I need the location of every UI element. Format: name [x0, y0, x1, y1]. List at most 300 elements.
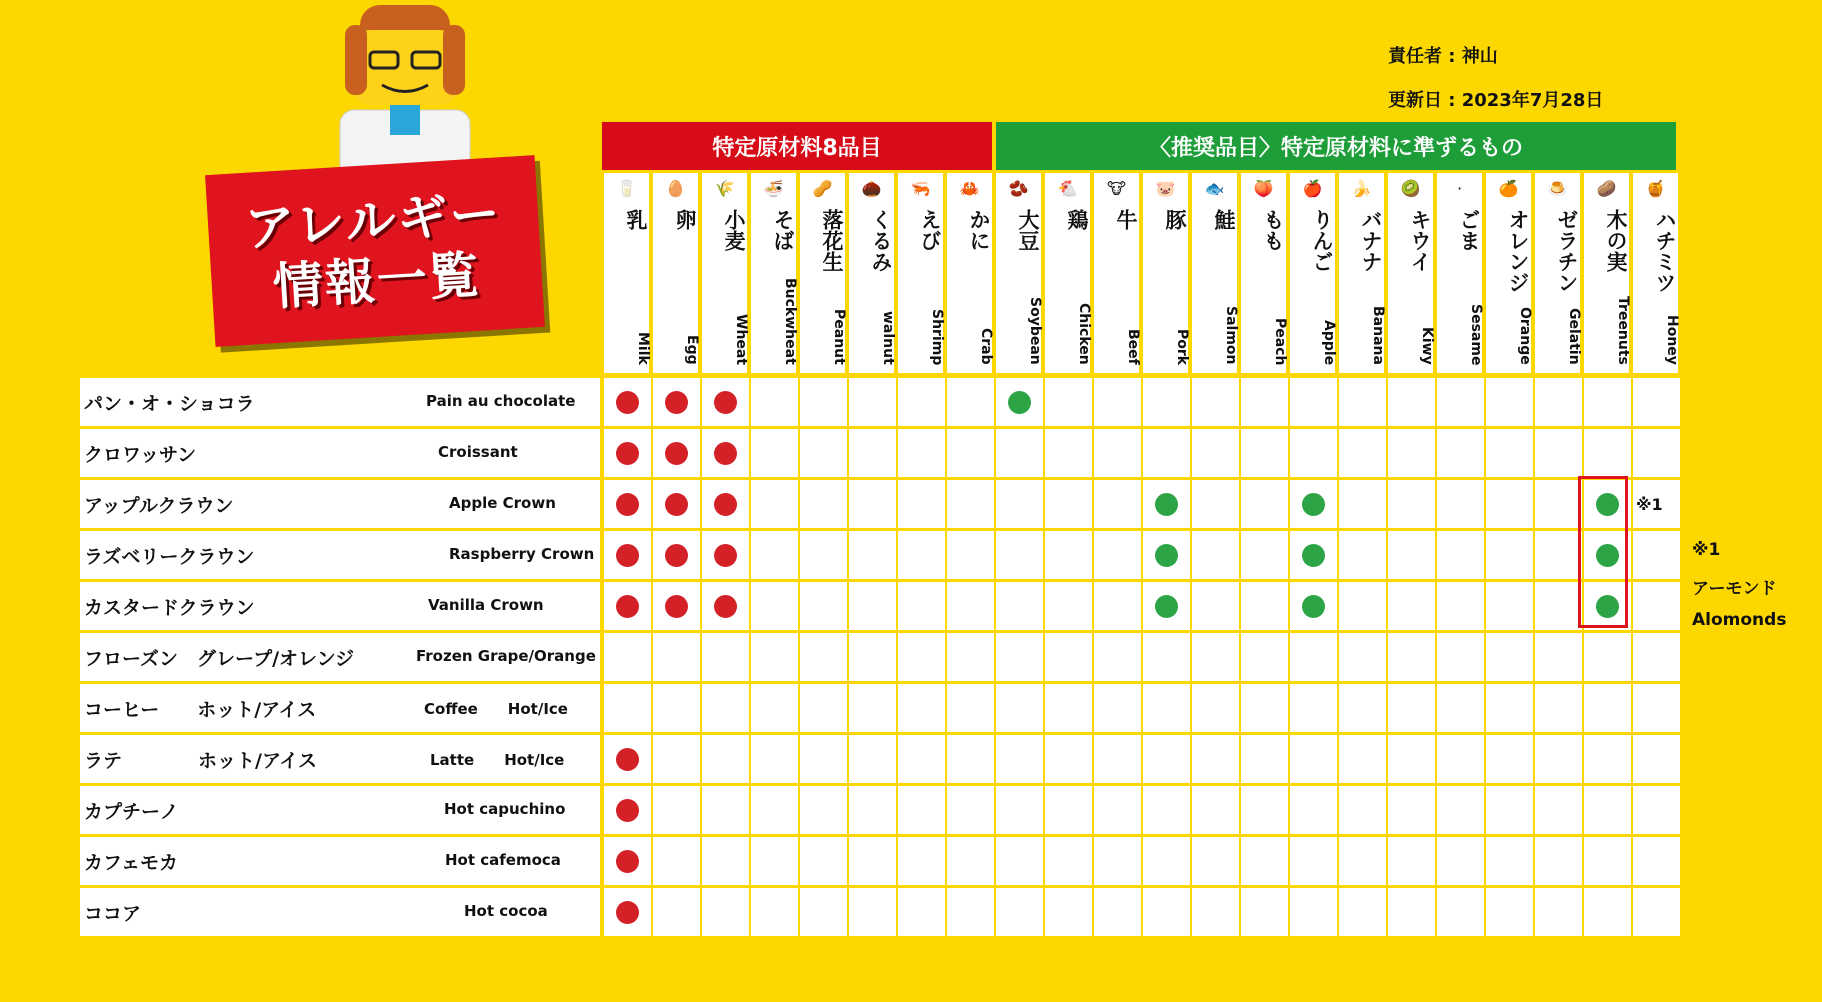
- cell-peanut: [800, 888, 847, 936]
- cell-crab: [947, 378, 994, 426]
- cell-peanut: [800, 633, 847, 681]
- cell-wheat: [702, 582, 749, 630]
- cell-shrimp: [898, 735, 945, 783]
- allergen-header-soybean: [994, 173, 1041, 373]
- cell-peach: [1241, 378, 1288, 426]
- update-date: 更新日 : 2023年7月28日: [1388, 90, 1604, 111]
- cell-treenuts: [1584, 378, 1631, 426]
- product-name-jp: ラズベリークラウン: [84, 546, 255, 568]
- mandatory-allergen-dot: [616, 850, 639, 873]
- crab-icon: 🦀: [959, 179, 980, 198]
- cell-soybean: [996, 684, 1043, 732]
- cell-egg: [653, 684, 700, 732]
- allergen-name-en: Wheat: [733, 313, 749, 365]
- cell-banana: [1339, 378, 1386, 426]
- cell-walnut: [849, 888, 896, 936]
- cell-chicken: [1045, 735, 1092, 783]
- cell-sesame: [1437, 480, 1484, 528]
- cell-pork: [1143, 633, 1190, 681]
- cell-chicken: [1045, 837, 1092, 885]
- cell-buckwheat: [751, 735, 798, 783]
- cell-beef: [1094, 633, 1141, 681]
- footnote-en: Alomonds: [1692, 610, 1787, 630]
- cell-kiwy: [1388, 786, 1435, 834]
- footnote-label: ※1: [1692, 540, 1721, 560]
- table-row: [80, 582, 1676, 630]
- cell-salmon: [1192, 684, 1239, 732]
- cell-salmon: [1192, 633, 1239, 681]
- recommended-allergen-dot: [1155, 544, 1178, 567]
- product-name-cell: [80, 633, 600, 681]
- cell-pork: [1143, 786, 1190, 834]
- product-name-cell: [80, 378, 600, 426]
- cell-salmon: [1192, 888, 1239, 936]
- cell-sesame: [1437, 888, 1484, 936]
- cell-honey: [1633, 786, 1680, 834]
- allergen-header-apple: [1288, 173, 1335, 373]
- product-name-en: Raspberry Crown: [449, 545, 595, 563]
- allergen-name-en: Banana: [1370, 306, 1386, 365]
- cell-walnut: [849, 429, 896, 477]
- cell-peanut: [800, 684, 847, 732]
- recommended-allergens-header: 〈推奨品目〉特定原材料に準ずるもの: [996, 122, 1676, 170]
- cell-orange: [1486, 786, 1533, 834]
- allergen-name-en: Honey: [1664, 315, 1680, 365]
- egg-icon: 🥚: [665, 179, 686, 198]
- cell-chicken: [1045, 531, 1092, 579]
- cell-beef: [1094, 888, 1141, 936]
- fish-icon: 🐟: [1204, 179, 1225, 198]
- cell-wheat: [702, 480, 749, 528]
- cell-sesame: [1437, 684, 1484, 732]
- product-name-en: Vanilla Crown: [428, 596, 544, 614]
- cell-salmon: [1192, 837, 1239, 885]
- allergen-header-walnut: [847, 173, 894, 373]
- cell-apple: [1290, 633, 1337, 681]
- table-row: [80, 837, 1676, 885]
- cell-peach: [1241, 837, 1288, 885]
- cell-banana: [1339, 429, 1386, 477]
- cell-gelatin: [1535, 480, 1582, 528]
- cell-crab: [947, 837, 994, 885]
- cell-honey: [1633, 837, 1680, 885]
- mandatory-allergen-dot: [714, 391, 737, 414]
- cell-chicken: [1045, 429, 1092, 477]
- cell-treenuts: [1584, 837, 1631, 885]
- product-name-jp: クロワッサン: [84, 444, 197, 466]
- cell-apple: [1290, 735, 1337, 783]
- cell-crab: [947, 582, 994, 630]
- allergen-name-jp: 牛: [1114, 209, 1138, 230]
- cell-banana: [1339, 837, 1386, 885]
- product-name-jp: パン・オ・ショコラ: [84, 393, 255, 415]
- cell-beef: [1094, 480, 1141, 528]
- allergen-name-jp: ハチミツ: [1653, 209, 1677, 293]
- mandatory-allergen-dot: [616, 442, 639, 465]
- allergen-name-en: Orange: [1517, 307, 1533, 365]
- cell-gelatin: [1535, 888, 1582, 936]
- allergen-name-en: Treenuts: [1615, 296, 1631, 365]
- cell-pork: [1143, 480, 1190, 528]
- cell-soybean: [996, 735, 1043, 783]
- cell-orange: [1486, 429, 1533, 477]
- cell-buckwheat: [751, 633, 798, 681]
- allergen-name-en: Shrimp: [929, 308, 945, 365]
- cell-kiwy: [1388, 480, 1435, 528]
- cell-honey: [1633, 429, 1680, 477]
- cell-kiwy: [1388, 531, 1435, 579]
- cell-chicken: [1045, 633, 1092, 681]
- buckwheat-icon: 🍜: [763, 179, 784, 198]
- cell-pork: [1143, 684, 1190, 732]
- orange-icon: 🍊: [1498, 179, 1519, 198]
- recommended-allergen-dot: [1302, 544, 1325, 567]
- cell-soybean: [996, 786, 1043, 834]
- cell-banana: [1339, 786, 1386, 834]
- cell-pork: [1143, 582, 1190, 630]
- cell-walnut: [849, 378, 896, 426]
- cell-banana: [1339, 735, 1386, 783]
- cell-salmon: [1192, 582, 1239, 630]
- cell-wheat: [702, 786, 749, 834]
- cell-chicken: [1045, 480, 1092, 528]
- mandatory-allergen-dot: [665, 442, 688, 465]
- cell-honey: [1633, 633, 1680, 681]
- cell-beef: [1094, 684, 1141, 732]
- cell-wheat: [702, 735, 749, 783]
- product-name-en: Hot cafemoca: [445, 851, 561, 869]
- cell-crab: [947, 888, 994, 936]
- cell-soybean: [996, 837, 1043, 885]
- cell-wheat: [702, 684, 749, 732]
- cell-wheat: [702, 429, 749, 477]
- cell-peach: [1241, 633, 1288, 681]
- cell-egg: [653, 633, 700, 681]
- allergen-name-jp: オレンジ: [1506, 209, 1530, 293]
- cell-milk: [604, 633, 651, 681]
- cell-walnut: [849, 633, 896, 681]
- cell-banana: [1339, 480, 1386, 528]
- allergen-header-egg: [651, 173, 698, 373]
- cell-treenuts: [1584, 888, 1631, 936]
- allergen-name-en: Kiwy: [1419, 327, 1435, 365]
- cell-peanut: [800, 429, 847, 477]
- cell-treenuts: [1584, 735, 1631, 783]
- allergen-name-en: Egg: [684, 335, 700, 365]
- cell-apple: [1290, 582, 1337, 630]
- cell-crab: [947, 786, 994, 834]
- cell-buckwheat: [751, 480, 798, 528]
- apple-icon: 🍎: [1302, 179, 1323, 198]
- cell-milk: [604, 684, 651, 732]
- product-name-jp: ラテ ホット/アイス: [84, 750, 318, 772]
- cell-soybean: [996, 531, 1043, 579]
- cell-beef: [1094, 786, 1141, 834]
- cell-soybean: [996, 582, 1043, 630]
- allergen-header-beef: [1092, 173, 1139, 373]
- cell-peach: [1241, 888, 1288, 936]
- cell-pork: [1143, 735, 1190, 783]
- allergen-name-jp: えび: [918, 209, 942, 251]
- cell-pork: [1143, 378, 1190, 426]
- cell-orange: [1486, 633, 1533, 681]
- cell-walnut: [849, 582, 896, 630]
- allergen-header-shrimp: [896, 173, 943, 373]
- cell-honey: [1633, 531, 1680, 579]
- allergen-name-jp: 鮭: [1212, 209, 1236, 230]
- table-row: [80, 378, 1676, 426]
- cell-salmon: [1192, 378, 1239, 426]
- cell-egg: [653, 735, 700, 783]
- cell-chicken: [1045, 684, 1092, 732]
- allergen-name-jp: キウイ: [1408, 209, 1432, 272]
- allergen-header-peanut: [798, 173, 845, 373]
- cell-milk: [604, 837, 651, 885]
- cell-egg: [653, 429, 700, 477]
- cell-gelatin: [1535, 684, 1582, 732]
- milk-bottle-icon: 🥛: [616, 179, 637, 198]
- cell-chicken: [1045, 888, 1092, 936]
- allergen-name-jp: ゼラチン: [1555, 209, 1579, 293]
- cell-crab: [947, 735, 994, 783]
- cell-salmon: [1192, 531, 1239, 579]
- cell-shrimp: [898, 531, 945, 579]
- cell-sesame: [1437, 378, 1484, 426]
- cell-orange: [1486, 888, 1533, 936]
- allergen-name-jp: 落花生: [820, 209, 844, 272]
- cell-pork: [1143, 531, 1190, 579]
- allergen-header-orange: [1484, 173, 1531, 373]
- product-name-en: Hot cocoa: [464, 902, 548, 920]
- cell-soybean: [996, 429, 1043, 477]
- cell-shrimp: [898, 582, 945, 630]
- cell-chicken: [1045, 786, 1092, 834]
- allergen-name-en: Buckwheat: [782, 278, 798, 365]
- mandatory-allergen-dot: [665, 544, 688, 567]
- cell-soybean: [996, 633, 1043, 681]
- cell-egg: [653, 888, 700, 936]
- cell-orange: [1486, 582, 1533, 630]
- pig-icon: 🐷: [1155, 179, 1176, 198]
- recommended-allergen-dot: [1155, 595, 1178, 618]
- allergen-header-banana: [1337, 173, 1384, 373]
- mandatory-allergen-dot: [616, 595, 639, 618]
- product-name-cell: [80, 429, 600, 477]
- mandatory-allergen-dot: [665, 493, 688, 516]
- recommended-allergen-dot: [1302, 493, 1325, 516]
- cell-beef: [1094, 735, 1141, 783]
- allergen-header-gelatin: [1533, 173, 1580, 373]
- cell-apple: [1290, 837, 1337, 885]
- cell-apple: [1290, 531, 1337, 579]
- mandatory-allergen-dot: [616, 391, 639, 414]
- cell-gelatin: [1535, 378, 1582, 426]
- chicken-icon: 🐔: [1057, 179, 1078, 198]
- allergen-name-en: Sesame: [1468, 303, 1484, 365]
- honey-pot-icon: 🍯: [1645, 179, 1666, 198]
- cell-wheat: [702, 837, 749, 885]
- cell-beef: [1094, 378, 1141, 426]
- cell-banana: [1339, 684, 1386, 732]
- banana-icon: 🍌: [1351, 179, 1372, 198]
- allergen-name-jp: くるみ: [869, 209, 893, 272]
- allergen-name-jp: 小麦: [722, 209, 746, 251]
- cell-crab: [947, 531, 994, 579]
- product-name-cell: [80, 684, 600, 732]
- footnote-jp: アーモンド: [1692, 579, 1777, 599]
- cell-egg: [653, 837, 700, 885]
- kiwi-icon: 🥝: [1400, 179, 1421, 198]
- allergen-name-en: Pork: [1174, 328, 1190, 365]
- product-name-cell: [80, 786, 600, 834]
- allergen-name-jp: バナナ: [1359, 209, 1383, 272]
- cell-peanut: [800, 480, 847, 528]
- cell-peach: [1241, 429, 1288, 477]
- soybean-icon: 🫘: [1008, 179, 1029, 198]
- cell-crab: [947, 684, 994, 732]
- cell-apple: [1290, 684, 1337, 732]
- allergen-header-chicken: [1043, 173, 1090, 373]
- table-row: [80, 531, 1676, 579]
- allergen-header-wheat: [700, 173, 747, 373]
- cell-milk: [604, 786, 651, 834]
- cell-chicken: [1045, 378, 1092, 426]
- cell-banana: [1339, 888, 1386, 936]
- cell-apple: [1290, 786, 1337, 834]
- cell-egg: [653, 582, 700, 630]
- shrimp-icon: 🦐: [910, 179, 931, 198]
- cell-apple: [1290, 429, 1337, 477]
- allergen-name-en: Gelatin: [1566, 308, 1582, 365]
- cell-buckwheat: [751, 429, 798, 477]
- product-name-cell: [80, 531, 600, 579]
- cell-peanut: [800, 837, 847, 885]
- cell-soybean: [996, 480, 1043, 528]
- doctor-minifigure-illustration: [290, 0, 520, 175]
- mandatory-allergen-dot: [714, 493, 737, 516]
- product-name-cell: [80, 480, 600, 528]
- cell-orange: [1486, 684, 1533, 732]
- cell-salmon: [1192, 735, 1239, 783]
- allergen-header-milk: [602, 173, 649, 373]
- cell-honey: [1633, 684, 1680, 732]
- allergen-name-jp: 大豆: [1016, 209, 1040, 251]
- allergen-name-jp: 乳: [624, 209, 648, 230]
- cell-shrimp: [898, 888, 945, 936]
- allergen-name-en: walnut: [880, 311, 896, 365]
- cell-milk: [604, 429, 651, 477]
- allergen-name-jp: 木の実: [1604, 209, 1628, 272]
- cell-orange: [1486, 480, 1533, 528]
- cell-beef: [1094, 531, 1141, 579]
- mandatory-allergen-dot: [616, 799, 639, 822]
- cell-apple: [1290, 378, 1337, 426]
- treenuts-highlight-box: [1578, 476, 1628, 628]
- cell-walnut: [849, 735, 896, 783]
- cell-peach: [1241, 531, 1288, 579]
- cell-shrimp: [898, 786, 945, 834]
- allergen-name-jp: ごま: [1457, 209, 1481, 251]
- responsible-person: 責任者 : 神山: [1388, 46, 1498, 67]
- cell-milk: [604, 888, 651, 936]
- cell-honey: [1633, 888, 1680, 936]
- cell-beef: [1094, 429, 1141, 477]
- cell-crab: [947, 633, 994, 681]
- cell-egg: [653, 378, 700, 426]
- product-name-en: Croissant: [438, 443, 518, 461]
- cell-peach: [1241, 582, 1288, 630]
- cell-salmon: [1192, 429, 1239, 477]
- cell-soybean: [996, 888, 1043, 936]
- allergen-name-en: Soybean: [1027, 297, 1043, 365]
- recommended-allergen-dot: [1008, 391, 1031, 414]
- cell-treenuts: [1584, 786, 1631, 834]
- treenut-icon: 🥔: [1596, 179, 1617, 198]
- cell-sesame: [1437, 531, 1484, 579]
- allergen-name-jp: 豚: [1163, 209, 1187, 230]
- mandatory-allergen-dot: [714, 544, 737, 567]
- cell-egg: [653, 531, 700, 579]
- gelatin-icon: 🍮: [1547, 179, 1568, 198]
- cell-apple: [1290, 888, 1337, 936]
- cell-gelatin: [1535, 735, 1582, 783]
- cell-buckwheat: [751, 888, 798, 936]
- cell-gelatin: [1535, 837, 1582, 885]
- cell-apple: [1290, 480, 1337, 528]
- cell-kiwy: [1388, 735, 1435, 783]
- cell-pork: [1143, 837, 1190, 885]
- mandatory-allergen-dot: [714, 442, 737, 465]
- cell-orange: [1486, 837, 1533, 885]
- cell-kiwy: [1388, 378, 1435, 426]
- allergen-header-pork: [1141, 173, 1188, 373]
- allergen-name-en: Peach: [1272, 317, 1288, 365]
- allergy-info-title-sign: [205, 155, 545, 347]
- allergen-name-en: Milk: [635, 332, 651, 365]
- recommended-allergen-dot: [1155, 493, 1178, 516]
- cell-egg: [653, 786, 700, 834]
- mandatory-allergens-header: 特定原材料8品目: [602, 122, 992, 170]
- mandatory-allergen-dot: [616, 901, 639, 924]
- allergen-header-buckwheat: [749, 173, 796, 373]
- peanut-icon: 🥜: [812, 179, 833, 198]
- product-name-jp: フローズン グレープ/オレンジ: [84, 648, 355, 670]
- cell-crab: [947, 429, 994, 477]
- cell-treenuts: [1584, 633, 1631, 681]
- cell-sesame: [1437, 735, 1484, 783]
- cell-gelatin: [1535, 786, 1582, 834]
- product-name-cell: [80, 837, 600, 885]
- recommended-allergen-dot: [1302, 595, 1325, 618]
- allergen-header-sesame: [1435, 173, 1482, 373]
- cell-shrimp: [898, 429, 945, 477]
- cell-walnut: [849, 531, 896, 579]
- sesame-icon: ·: [1456, 179, 1463, 198]
- table-row: [80, 480, 1676, 528]
- sign-title-line1: アレルギー: [243, 184, 504, 258]
- cell-buckwheat: [751, 531, 798, 579]
- product-name-en: Coffee Hot/Ice: [424, 700, 568, 718]
- allergen-name-jp: かに: [967, 209, 991, 251]
- cell-kiwy: [1388, 429, 1435, 477]
- product-name-jp: コーヒー ホット/アイス: [84, 699, 317, 721]
- cell-walnut: [849, 837, 896, 885]
- cell-orange: [1486, 531, 1533, 579]
- cell-shrimp: [898, 633, 945, 681]
- cell-walnut: [849, 786, 896, 834]
- cell-milk: [604, 735, 651, 783]
- cell-orange: [1486, 378, 1533, 426]
